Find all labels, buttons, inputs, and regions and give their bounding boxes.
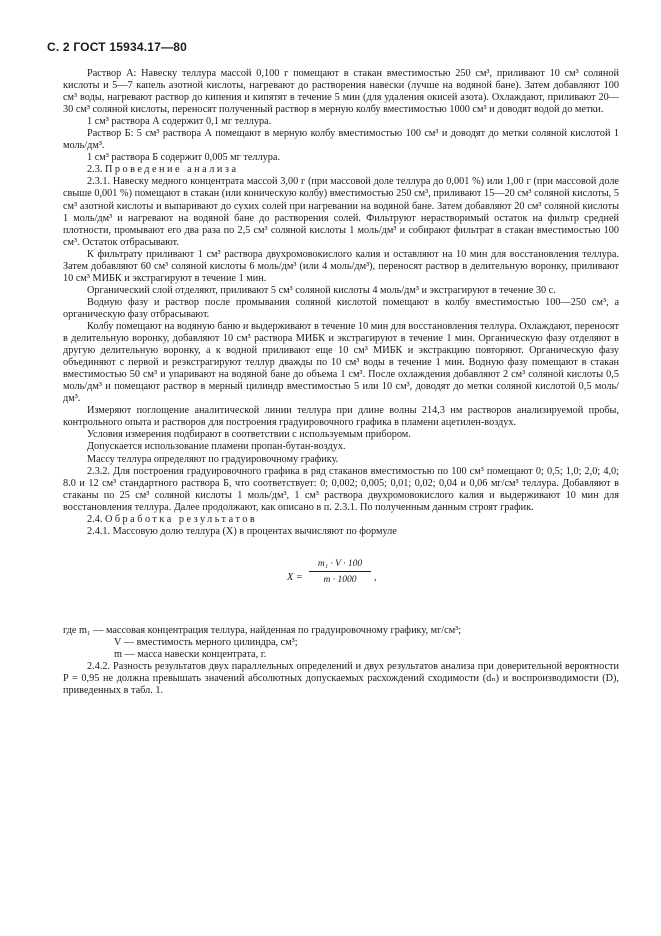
- paragraph: Раствор Б: 5 см³ раствора А помещают в мерную колбу вместимостью 100 см³ и доводят до метки соляной кислотой 1 моль/дм³.: [63, 128, 619, 152]
- section-number: 2.4.: [87, 513, 103, 525]
- paragraph: 2.3.2. Для построения градуировочного графика в ряд стаканов вместимостью по 100 см³ помещают 0; 0,5; 1,0; 2,0; 4,0; 8.0 и 12 см³ стандартного раствора Б, что соответствует: 0; 0,002; 0,005; 0,01; 0,02; 0,04 и 0,06 мг/см³ теллура. Добавляют в стаканы по 25 см³ соляной кислоты 1 моль/дм³, 1 см³ раствора двухромовокислого калия и выдерживают 10 мин для восстановления теллура. Далее продолжают, как описано в п. 2.3.1. По полученным данным строят график.: [63, 465, 619, 513]
- paragraph: 2.4.1. Массовую долю теллура (X) в процентах вычисляют по формуле: [87, 525, 397, 537]
- page-title: С. 2 ГОСТ 15934.17—80: [47, 40, 187, 54]
- section-number: 2.3.: [87, 164, 103, 176]
- formula-denominator: m · 1000: [323, 574, 357, 585]
- definitions: [63, 625, 619, 661]
- paragraph: Условия измерения подбирают в соответствии с используемым прибором.: [87, 429, 411, 441]
- paragraph: 2.3.1. Навеску медного концентрата массой 3,00 г (при массовой доле теллура до 0,001 %) или 1,00 г (при массовой доле свыше 0,001 %) помещают в стакан (или коническую колбу) вместимостью 250 см³, приливают 15—20 см³ соляной кислоты, 5 см³ азотной кислоты и выпаривают до сухих солей при нагревании на водяной бане. Затем добавляют 20 см³ соляной кислоты 1 моль/дм³ и нагревают на водяной бане до растворения солей. Фильтруют нерастворимый остаток на фильтр средней плотности, промывают его два раза по 2,5 см³ соляной кислоты 1 моль/дм³ и собирают фильтрат в стакан вместимостью 100 см³. Остаток отбрасывают.: [63, 176, 619, 248]
- section-title: Обработка результатов: [104, 513, 258, 525]
- paragraph: Органический слой отделяют, приливают 5 см³ соляной кислоты 4 моль/дм³ и экстрагируют в течение 30 с.: [87, 284, 556, 296]
- formula-numerator: m₁ · V · 100: [317, 558, 363, 569]
- paragraph: Водную фазу и раствор после промывания соляной кислотой помещают в колбу вместимостью 100—250 см³, а органическую фазу отбрасывают.: [63, 296, 619, 320]
- paragraph: Допускается использование пламени пропан-бутан-воздух.: [87, 441, 346, 453]
- paragraph: Массу теллура определяют по градуировочному графику.: [87, 453, 339, 465]
- section-title: Проведение анализа: [104, 164, 239, 176]
- paragraph: 1 см³ раствора А содержит 0,1 мг теллура.: [87, 116, 272, 128]
- formula-fraction: [309, 558, 371, 586]
- paragraph: Колбу помещают на водяную баню и выдерживают в течение 10 мин для восстановления теллура. Охлаждают, переносят в делительную воронку, добавляют 10 см³ раствора МИБК и экстрагируют в течение 1 мин. Органическую фазу отделяют в другую делительную воронку, а к водной приливают еще 10 см³ МИБК и экстракцию повторяют. Органическую фазу объединяют с первой и реэкстрагируют теллур дважды по 10 см³ воды в течение 1 мин. Водную фазу помещают в стакан вместимостью 50 см³ и упаривают на водяной бане до объема 1 см³. После охлаждения добавляют 2 см³ соляной кислоты 0,5 моль/дм³ и помещают раствор в мерный цилиндр вместимостью 5 или 10 см³, доводят до метки соляной кислотой 0,5 моль/дм³.: [63, 320, 619, 405]
- formula-lhs: X =: [287, 571, 303, 583]
- formula-tail: ,: [374, 571, 377, 583]
- document-body: [63, 68, 619, 697]
- definition-item: где m₁ — массовая концентрация теллура, найденная по градуировочному графику, мг/см³;: [63, 624, 462, 636]
- paragraph: Измеряют поглощение аналитической линии теллура при длине волны 214,3 нм растворов анализируемой пробы, контрольного опыта и растворов для построения градуировочного графика в пламени ацетилен-воздух.: [63, 405, 619, 429]
- definition-item: m — масса навески концентрата, г.: [114, 648, 267, 660]
- paragraph: Раствор А: Навеску теллура массой 0,100 г помещают в стакан вместимостью 250 см³, приливают 10 см³ соляной кислоты и 5—7 капель азотной кислоты, нагревают до растворения навески (лучше на водяной бане). Затем добавляют 100 см³ воды, нагревают раствор до кипения и кипятят в течение 5 мин (для удаления окисей азота). Охлаждают, приливают 20—30 см³ соляной кислоты, переносят полученный раствор в мерную колбу вместимостью 1000 см³ и доводят водой до метки.: [63, 68, 619, 116]
- paragraph: К фильтрату приливают 1 см³ раствора двухромовокислого калия и оставляют на 10 мин для восстановления теллура. Затем добавляют 60 см³ соляной кислоты 6 моль/дм³ (или 4 моль/дм³), переносят раствор в делительную воронку, приливают 10 см³ МИБК и экстрагируют в течение 1 мин.: [63, 248, 619, 284]
- paragraph: 2.4.2. Разность результатов двух параллельных определений и двух результатов анализа при доверительной вероятности P = 0,95 не должна превышать значений абсолютных допускаемых расхождений сходимости (dₙ) и воспроизводимости (D), приведенных в табл. 1.: [63, 660, 619, 697]
- section-heading: [63, 514, 619, 526]
- formula: [63, 558, 619, 598]
- definition-item: V — вместимость мерного цилиндра, см³;: [114, 636, 298, 648]
- paragraph: 1 см³ раствора Б содержит 0,005 мг теллура.: [87, 152, 281, 164]
- section-heading: [63, 164, 619, 176]
